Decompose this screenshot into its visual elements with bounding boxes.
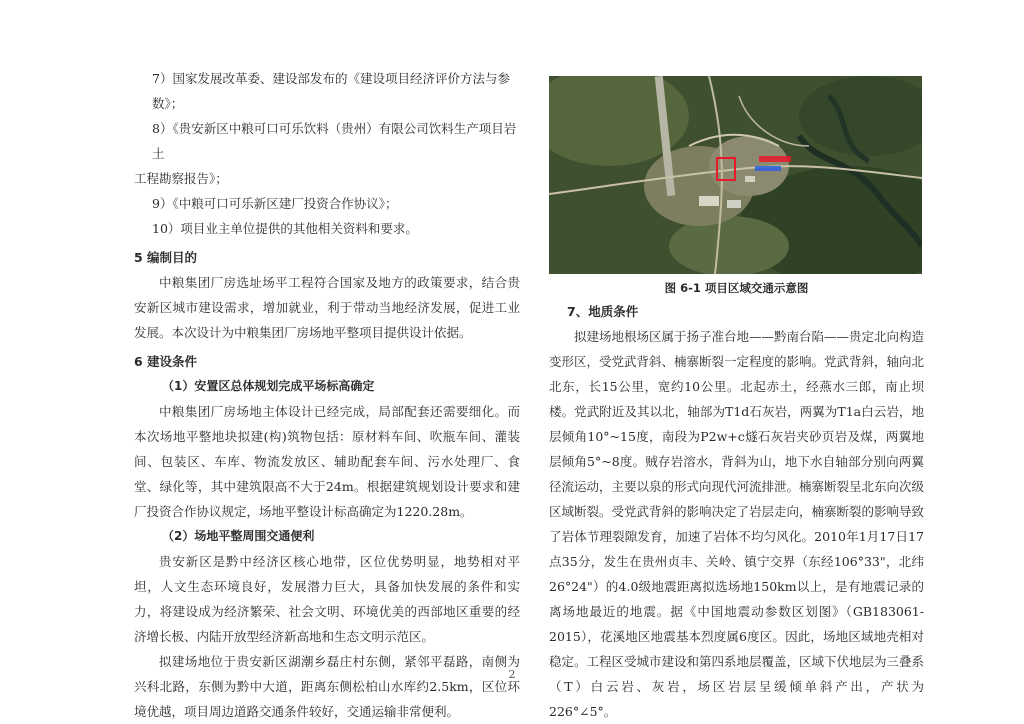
- reference-item-continued: 工程勘察报告》；: [134, 171, 228, 186]
- subsection-1-paragraph: 中粮集团厂房场地主体设计已经完成，局部配套还需要细化。而本次场地平整地块拟建(构)筑物包括：原材料车间、吹瓶车间、灌装间、包装区、车库、物流发放区、辅助配套车间、污水处理厂、食堂、绿化等，其中建筑限高不大于24m。根据建筑规划设计要求和建厂投资合作协议规定，场地平整设计标高确定为1220.28m。: [134, 404, 520, 519]
- subsection-2-paragraph-1: 贵安新区是黔中经济区核心地带，区位优势明显，地势相对平坦，人文生态环境良好，发展潜力巨大，具备加快发展的条件和实力，将建设成为经济繁荣、社会文明、环境优美的西部地区重要的经济增长极、内陆开放型经济新高地和生态文明示范区。: [134, 554, 520, 644]
- right-column: [549, 70, 924, 724]
- figure-caption: 图 6-1 项目区域交通示意图: [664, 281, 809, 295]
- reference-item: 8）《贵安新区中粮可口可乐饮料（贵州）有限公司饮料生产项目岩土: [152, 121, 517, 161]
- page-number: 2: [508, 668, 516, 681]
- subsection-2-heading: （2）场地平整周围交通便利: [162, 529, 315, 543]
- satellite-map-image: [549, 76, 922, 274]
- section-5-paragraph: 中粮集团厂房选址场平工程符合国家及地方的政策要求，结合贵安新区城市建设需求，增加就业，利于带动当地经济发展，促进工业发展。本次设计为中粮集团厂房场地平整项目提供设计依据。: [134, 275, 520, 340]
- subsection-1-heading: （1）安置区总体规划完成平场标高确定: [162, 379, 375, 393]
- left-column: [134, 66, 520, 724]
- reference-list: [134, 66, 520, 241]
- section-7-paragraph: 拟建场地根场区属于扬子准台地——黔南台陷——贵定北向构造变形区，受党武背斜、楠寨断裂一定程度的影响。党武背斜，轴向北北东，长15公里，宽约10公里。北起赤土，经燕水三郎，南止坝楼。党武附近及其以北，轴部为T1d石灰岩，两翼为T1a白云岩，地层倾角10°~15度，南段为P2w+c燧石灰岩夹砂页岩及煤，两翼地层倾角5°~8度。贼存岩溶水，背斜为山，地下水自轴部分别向两翼径流运动，主要以泉的形式向现代河流排泄。楠寨断裂呈北东向次级区域断裂。受党武背斜的影响决定了岩层走向，楠寨断裂的影响导致了岩体节理裂隙发育，加速了岩体不均匀风化。2010年1月17日17点35分，发生在贵州贞丰、关岭、镇宁交界（东经106°33"，北纬26°24"）的4.0级地震距离拟选场地150km以上，是有地震记录的离场地最近的地震。据《中国地震动参数区划图》（GB183061-2015），花溪地区地震基本烈度属6度区。因此，场地区域地壳相对稳定。工程区受城市建设和第四系地层覆盖，区域下伏地层为三叠系（T）白云岩、灰岩，场区岩层呈缓倾单斜产出，产状为226°∠5°。: [549, 329, 925, 719]
- reference-item: 9）《中粮可口可乐新区建厂投资合作协议》；: [152, 196, 398, 211]
- satellite-map-graphic: [549, 76, 922, 274]
- section-6-heading: 6 建设条件: [134, 354, 198, 369]
- section-7-heading: 7、地质条件: [567, 304, 639, 319]
- reference-item: 10）项目业主单位提供的其他相关资料和要求。: [152, 221, 418, 236]
- section-5-heading: 5 编制目的: [134, 250, 198, 265]
- reference-item: 7）国家发展改革委、建设部发布的《建设项目经济评价方法与参数》；: [152, 71, 510, 111]
- subsection-2-paragraph-2: 拟建场地位于贵安新区湖潮乡磊庄村东侧，紧邻平磊路，南侧为兴科北路，东侧为黔中大道，距离东侧松柏山水库约2.5km，区位环境优越，项目周边道路交通条件较好，交通运输非常便利。: [134, 654, 520, 719]
